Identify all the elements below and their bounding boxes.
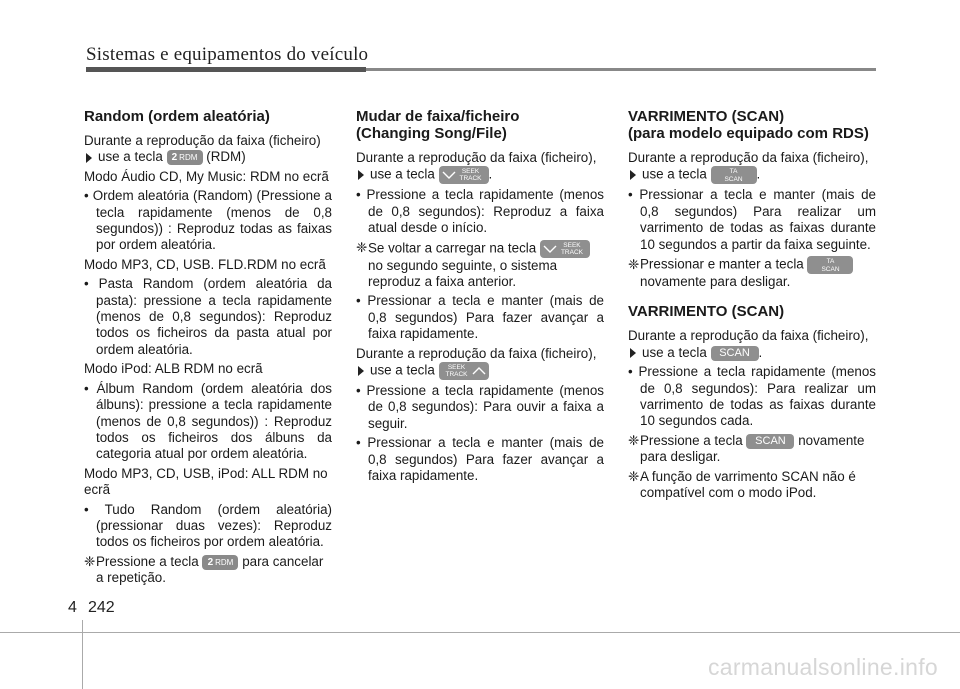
scan-rds-title-line2: (para modelo equipado com RDS) [628,125,869,142]
scan-rds-note [628,256,876,290]
scan-rds-note-post: novamente para desligar. [640,274,791,290]
seek-label-bottom: TRACK [445,371,468,379]
change-intro2 [356,346,604,380]
random-note [84,554,332,587]
seek-down-key-icon [540,240,590,258]
change-intro2-text: Durante a reprodução da faixa (ficheiro), [356,345,597,361]
note-mark-icon: ❈ [84,553,96,569]
change-dot: . [488,166,493,182]
random-intro-post: (RDM) [206,149,246,165]
note-mark-icon: ❈ [628,256,640,272]
change-title [356,108,604,142]
scan-b1: • Pressione a tecla rapidamente (menos de 0,8 segundos): Para realizar um varrimento de todas as faixas durante 10 segundos cada. [628,364,876,429]
header-rule-dark [86,67,366,72]
scan-intro [628,328,876,361]
ta-scan-key-icon [711,166,757,184]
change-title-line1: Mudar de faixa/ficheiro [356,108,520,125]
random-note-post: para cancelar a repetição. [96,553,324,586]
change-note-pre: Se voltar a carregar na tecla [368,240,537,256]
note-mark-icon: ❈ [628,432,640,448]
random-mp3-bullet: • Pasta Random (ordem aleatória da pasta): pressione a tecla rapidamente (menos de 0,8 segundos): Reproduz todos os ficheiros da pasta atual por ordem aleatória. [84,276,332,357]
random-note-pre: Pressione a tecla [96,553,199,569]
note-mark-icon: ❈ [628,468,640,484]
note-mark-icon: ❈ [356,240,368,256]
footer-divider [82,620,83,689]
scan-rds-title-line1: VARRIMENTO (SCAN) [628,108,785,125]
change-use-text: use a tecla [370,166,435,182]
seek-down-key-icon [439,166,489,184]
chevron-down-icon [442,171,456,179]
change-b1: • Pressione a tecla rapidamente (menos de 0,8 segundos): Reproduz a faixa atual desde o início. [356,187,604,236]
scan-rds-dot: . [756,166,761,182]
chevron-up-icon [472,367,486,375]
ta-label: TA [729,168,738,176]
chevron-down-icon [543,245,557,253]
play-arrow-icon [358,170,364,180]
scan-note1-pre: Pressione a tecla [640,432,743,448]
rdm-key-number: 2 [207,556,214,568]
seek-label-top: SEEK [447,364,466,372]
random-all-bullet: • Tudo Random (ordem aleatória) (pressionar duas vezes): Reproduz todos os ficheiros por ordem aleatória. [84,501,332,550]
scan-note2-text: A função de varrimento SCAN não é compatível com o modo iPod. [640,468,856,501]
random-title: Random (ordem aleatória) [84,108,270,125]
scan-rds-intro [628,150,876,184]
scan-note1-post: novamente para desligar. [640,432,865,465]
scan-intro-text: Durante a reprodução da faixa (ficheiro), [628,328,869,344]
change-b4: • Pressionar a tecla e manter (mais de 0,8 segundos) Para fazer avançar a faixa rapidamente. [356,435,604,484]
ta-label: TA [826,258,835,266]
watermark: carmanualsonline.info [707,654,938,680]
page-header-title: Sistemas e equipamentos do veículo [86,44,369,65]
scan-use-text: use a tecla [642,344,707,360]
play-arrow-icon [358,366,364,376]
random-all-heading: Modo MP3, CD, USB, iPod: ALL RDM no ecrã [84,465,328,498]
scan-title: VARRIMENTO (SCAN) [628,303,785,321]
scan-dot: . [758,344,763,360]
scan-note1 [628,433,876,466]
random-mp3-heading: Modo MP3, CD, USB. FLD.RDM no ecrã [84,256,326,272]
change-note-post: no segundo seguinte, o sistema reproduz a faixa anterior. [368,257,558,290]
seek-label-top: SEEK [461,168,480,176]
footer-rule [0,632,960,633]
random-ipod-heading: Modo iPod: ALB RDM no ecrã [84,361,263,377]
random-cd-bullet: • Ordem aleatória (Random) (Pressione a tecla rapidamente (menos de 0,8 segundos)) : Reproduz todas as faixas por ordem aleatória. [84,188,332,253]
ta-scan-label: SCAN [724,175,743,183]
rdm-key-icon [167,150,203,165]
rdm-key-icon [202,555,238,570]
scan-rds-intro-text: Durante a reprodução da faixa (ficheiro), [628,150,869,165]
change-title-line2: (Changing Song/File) [356,125,507,142]
scan-key-icon: SCAN [746,434,794,449]
seek-up-key-icon [439,362,489,380]
rdm-key-number: 2 [171,152,178,164]
rdm-key-label: RDM [215,557,234,567]
play-arrow-icon [630,170,636,180]
scan-rds-title [628,108,876,142]
scan-key-icon: SCAN [711,346,759,361]
change-intro1 [356,150,604,184]
page-number: 242 [88,599,115,616]
ta-scan-label: SCAN [821,265,840,273]
change-track-section [356,108,604,488]
seek-label-bottom: TRACK [459,175,482,183]
change-intro1-text: Durante a reprodução da faixa (ficheiro), [356,150,597,165]
play-arrow-icon [630,348,636,358]
scan-rds-use-text: use a tecla [642,166,707,182]
scan-note2 [628,469,876,502]
ta-scan-key-icon [807,256,853,274]
random-intro-text: Durante a reprodução da faixa (ficheiro) [84,133,321,148]
scan-rds-b1: • Pressionar a tecla e manter (mais de 0,8 segundos) Para realizar um varrimento de todas as faixas durante 10 segundos a partir da faixa seguinte. [628,187,876,252]
change-note [356,240,604,291]
header-rule-light [366,68,876,71]
change-b3: • Pressione a tecla rapidamente (menos de 0,8 segundos): Para ouvir a faixa a seguir. [356,383,604,431]
chapter-number: 4 [68,599,77,616]
seek-label-bottom: TRACK [560,248,583,256]
seek-label-top: SEEK [563,241,581,249]
play-arrow-icon [86,153,92,163]
rdm-key-label: RDM [179,153,198,163]
random-intro-use: use a tecla [98,149,163,165]
random-ipod-bullet: • Álbum Random (ordem aleatória dos álbuns): pressione a tecla rapidamente (menos de 0,8 segundos)) : Reproduz todos os ficheiros dos álbuns da categoria atual por ordem aleatória. [84,380,332,462]
scan-rds-note-pre: Pressionar e manter a tecla [640,256,804,272]
random-cd-heading: Modo Áudio CD, My Music: RDM no ecrã [84,168,329,184]
change-use-text: use a tecla [370,362,435,378]
change-b2: • Pressionar a tecla e manter (mais de 0,8 segundos) Para fazer avançar a faixa rapidamente. [356,293,604,342]
random-intro [84,133,332,166]
scan-section [628,108,876,505]
random-section [84,108,332,590]
